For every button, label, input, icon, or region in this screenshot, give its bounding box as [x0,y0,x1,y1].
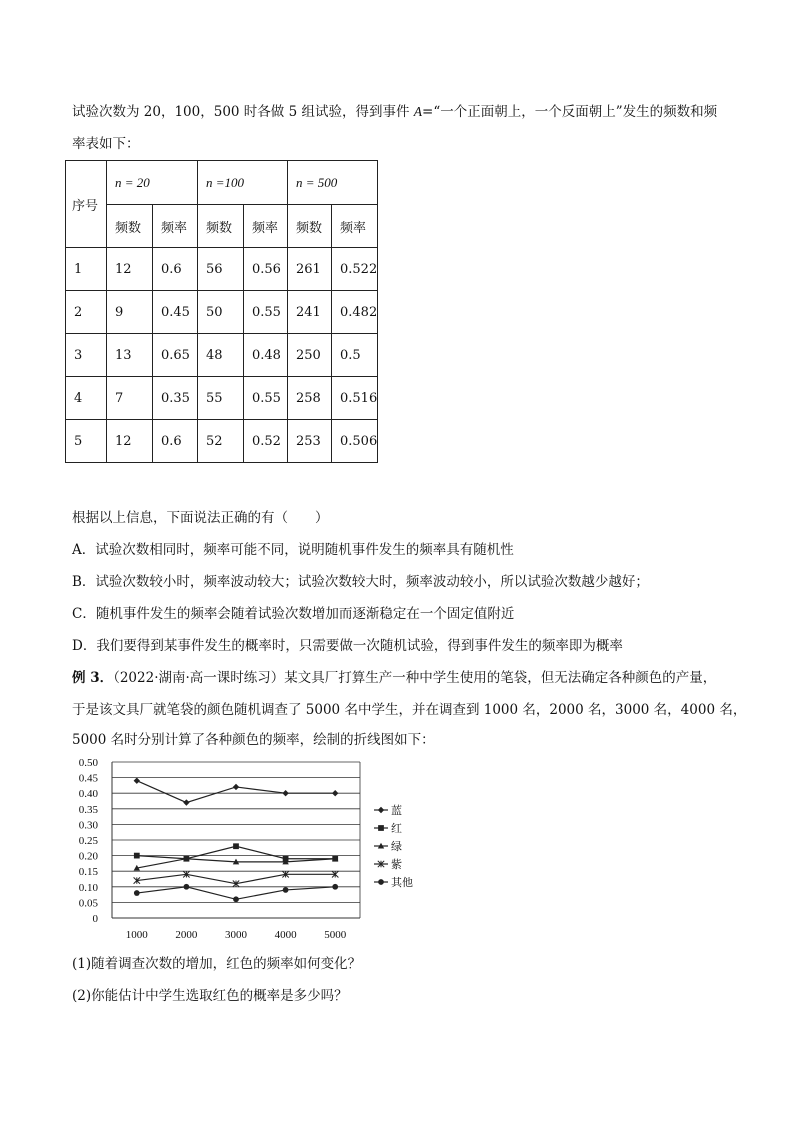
line-chart [66,752,426,942]
data-point [183,799,189,805]
data-point [233,784,239,790]
y-tick-label: 0.10 [78,881,98,894]
table-cell: 0.506 [332,420,378,463]
example3-line-2: 于是该文具厂就笔袋的颜色随机调查了 5000 名中学生，并在调查到 1000 名，2000 名，3000 名，4000 名， [72,702,747,718]
y-tick-label: 0.50 [78,757,98,769]
sub-question-2: (2)你能估计中学生选取红色的概率是多少吗？ [72,988,348,1004]
table-cell: 0.55 [244,291,288,334]
data-point [283,887,289,893]
table-cell: 250 [288,334,332,377]
legend-label: 绿 [391,841,402,853]
event-variable: A [413,104,423,119]
table-row [66,377,378,420]
y-tick-label: 0.15 [78,866,98,879]
table-row [66,248,378,291]
legend-label: 红 [391,823,402,835]
table-cell: 50 [198,291,244,334]
legend-label: 紫 [391,859,402,871]
table-cell: 12 [107,420,153,463]
table-cell: 0.6 [153,248,198,291]
legend-label: 其他 [391,877,413,889]
table-cell: 0.482 [332,291,378,334]
table-cell: 52 [198,420,244,463]
table-cell: 0.56 [244,248,288,291]
example-label: 例 3． [72,670,114,686]
table-cell: 253 [288,420,332,463]
table-cell: 7 [107,377,153,420]
table-cell: 3 [66,334,107,377]
data-point [233,843,239,849]
x-tick-label: 1000 [125,929,148,941]
data-point [184,884,190,890]
table-cell: 0.48 [244,334,288,377]
y-tick-label: 0.30 [78,819,98,832]
x-tick-label: 4000 [274,929,297,941]
table-cell: 0.6 [153,420,198,463]
table-cell: 0.516 [332,377,378,420]
table-sub-header: 频率 [153,205,198,248]
x-tick-label: 2000 [175,929,198,941]
data-point [332,884,338,890]
data-point [332,790,338,796]
table-cell: 9 [107,291,153,334]
intro-line-2: 率表如下： [72,136,140,152]
y-tick-label: 0 [92,913,98,925]
table-cell: 55 [198,377,244,420]
table-sub-header: 频数 [198,205,244,248]
table-cell: 0.45 [153,291,198,334]
option-c: C．随机事件发生的频率会随着试验次数增加而逐渐稳定在一个固定值附近 [72,606,515,622]
table-row [66,334,378,377]
intro-line-1: 试验次数为 20，100，500 时各做 5 组试验，得到事件 A=“一个正面朝上，一个反面朝上”发生的频数和频 [72,104,718,120]
table-sub-header: 频数 [288,205,332,248]
y-tick-label: 0.45 [78,772,98,785]
table-group-header: n = 20 [107,161,198,205]
table-cell: 13 [107,334,153,377]
example3-line-1: 例 3．（2022·湖南·高一课时练习）某文具厂打算生产一种中学生使用的笔袋，但无法确定各种颜色的产量， [72,670,717,686]
option-a: A．试验次数相同时，频率可能不同，说明随机事件发生的频率具有随机性 [72,542,514,558]
table-cell: 1 [66,248,107,291]
data-point [134,853,140,859]
table-cell: 0.522 [332,248,378,291]
table-row [66,291,378,334]
table-group-header: n = 500 [288,161,378,205]
data-point [134,890,140,896]
y-tick-label: 0.05 [78,897,98,910]
table-cell: 261 [288,248,332,291]
x-tick-label: 3000 [225,929,247,941]
table-cell: 0.55 [244,377,288,420]
data-point [233,896,239,902]
legend-label: 蓝 [391,805,402,817]
data-point [134,778,140,784]
table-sub-header: 频数 [107,205,153,248]
table-cell: 0.5 [332,334,378,377]
y-tick-label: 0.40 [78,788,98,801]
table-header-index: 序号 [66,161,107,248]
table-cell: 0.52 [244,420,288,463]
table-cell: 2 [66,291,107,334]
table-cell: 0.65 [153,334,198,377]
question-stem: 根据以上信息，下面说法正确的有（ ） [72,510,329,526]
table-row [66,420,378,463]
table-group-header: n =100 [198,161,288,205]
table-cell: 48 [198,334,244,377]
table-cell: 4 [66,377,107,420]
x-tick-label: 5000 [324,929,347,941]
y-tick-label: 0.20 [78,850,98,863]
legend-marker [378,879,384,885]
y-tick-label: 0.35 [78,803,98,816]
table-cell: 0.35 [153,377,198,420]
table-sub-header: 频率 [244,205,288,248]
table-cell: 56 [198,248,244,291]
example3-line-3: 5000 名时分别计算了各种颜色的频率，绘制的折线图如下： [72,732,435,748]
option-d: D．我们要得到某事件发生的概率时，只需要做一次随机试验，得到事件发生的频率即为概率 [72,638,623,654]
table-cell: 241 [288,291,332,334]
table-cell: 5 [66,420,107,463]
table-cell: 258 [288,377,332,420]
legend-marker [378,825,384,831]
table-sub-header: 频率 [332,205,378,248]
option-b: B．试验次数较小时，频率波动较大；试验次数较大时，频率波动较小，所以试验次数越少越好； [72,574,649,590]
data-point [282,790,288,796]
table-cell: 12 [107,248,153,291]
y-tick-label: 0.25 [78,835,98,847]
sub-question-1: (1)随着调查次数的增加，红色的频率如何变化？ [72,956,362,972]
frequency-table [65,160,378,463]
legend-marker [378,807,384,813]
